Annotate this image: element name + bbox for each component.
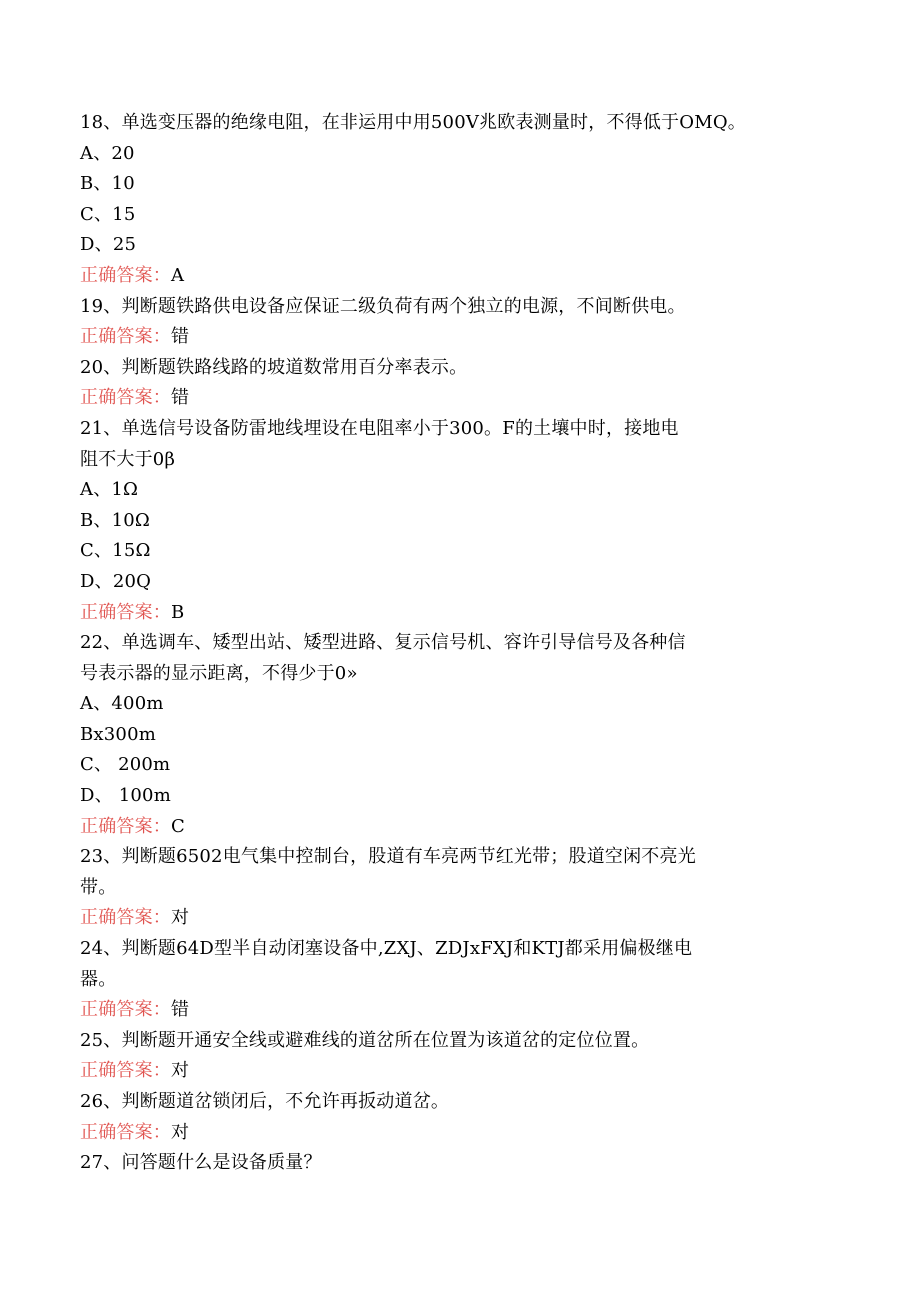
question-text: 22、单选调车、矮型出站、矮型进路、复示信号机、容许引导信号及各种信 (80, 632, 686, 654)
document-page (80, 108, 840, 1179)
answer-line (80, 383, 840, 414)
answer-label: 正确答案： (80, 1121, 171, 1143)
question-text: 25、判断题开通安全线或避难线的道岔所在位置为该道岔的定位位置。 (80, 1029, 650, 1051)
answer-label: 正确答案： (80, 326, 171, 348)
option-c: C、 200m (80, 754, 171, 776)
option-b: Bx300m (80, 723, 157, 745)
question-text: 18、单选变压器的绝缘电阻，在非运用中用500V兆欧表测量时，不得低于OMQ。 (80, 112, 747, 133)
question-text: 24、判断题64D型半自动闭塞设备中,ZXJ、ZDJxFXJ和KTJ都采用偏极继电 (80, 938, 693, 960)
question-23 (80, 842, 840, 934)
question-22 (80, 628, 840, 842)
answer-value: 对 (171, 1060, 190, 1082)
option-a: A、20 (80, 142, 135, 164)
answer-value: 错 (171, 387, 190, 409)
answer-label: 正确答案： (80, 601, 171, 623)
option-c: C、15 (80, 203, 136, 225)
answer-value: B (171, 601, 185, 623)
answer-label: 正确答案： (80, 1060, 171, 1082)
answer-line (80, 812, 840, 843)
answer-label: 正确答案： (80, 815, 171, 837)
question-text-cont: 号表示器的显示距离，不得少于0» (80, 662, 358, 684)
question-18 (80, 108, 840, 292)
question-21 (80, 414, 840, 628)
answer-value: 错 (171, 999, 190, 1021)
question-27 (80, 1148, 840, 1179)
option-d: D、 100m (80, 785, 171, 807)
option-a: A、400m (80, 693, 164, 715)
answer-value: 错 (171, 326, 190, 348)
question-text-cont: 阻不大于0β (80, 448, 176, 470)
answer-label: 正确答案： (80, 999, 171, 1021)
question-20 (80, 353, 840, 414)
answer-label: 正确答案： (80, 387, 171, 409)
question-19 (80, 292, 840, 353)
option-b: B、10 (80, 173, 135, 195)
answer-label: 正确答案： (80, 264, 171, 286)
question-text: 26、判断题道岔锁闭后，不允许再扳动道岔。 (80, 1091, 450, 1112)
answer-line (80, 322, 840, 353)
question-text-cont: 带。 (80, 876, 117, 898)
question-text-cont: 器。 (80, 968, 117, 990)
question-text: 21、单选信号设备防雷地线埋设在电阻率小于300。F的土壤中时，接地电 (80, 417, 679, 439)
answer-value: A (171, 264, 185, 286)
option-d: D、25 (80, 234, 137, 256)
answer-value: 对 (171, 1121, 190, 1143)
option-b: B、10Ω (80, 509, 151, 531)
option-a: A、1Ω (80, 479, 139, 501)
question-text: 27、问答题什么是设备质量？ (80, 1152, 322, 1174)
question-text: 20、判断题铁路线路的坡道数常用百分率表示。 (80, 356, 468, 378)
option-c: C、15Ω (80, 540, 151, 562)
answer-line (80, 1118, 840, 1149)
answer-line (80, 1056, 840, 1087)
answer-line (80, 598, 840, 629)
answer-value: 对 (171, 907, 190, 929)
question-25 (80, 1026, 840, 1087)
answer-line (80, 261, 840, 292)
question-24 (80, 934, 840, 1026)
answer-line (80, 903, 840, 934)
question-26 (80, 1087, 840, 1148)
answer-label: 正确答案： (80, 907, 171, 929)
option-d: D、20Q (80, 570, 152, 592)
question-text: 23、判断题6502电气集中控制台，股道有车亮两节红光带；股道空闲不亮光 (80, 846, 696, 868)
question-text: 19、判断题铁路供电设备应保证二级负荷有两个独立的电源，不间断供电。 (80, 295, 686, 317)
answer-value: C (171, 815, 185, 837)
answer-line (80, 995, 840, 1026)
